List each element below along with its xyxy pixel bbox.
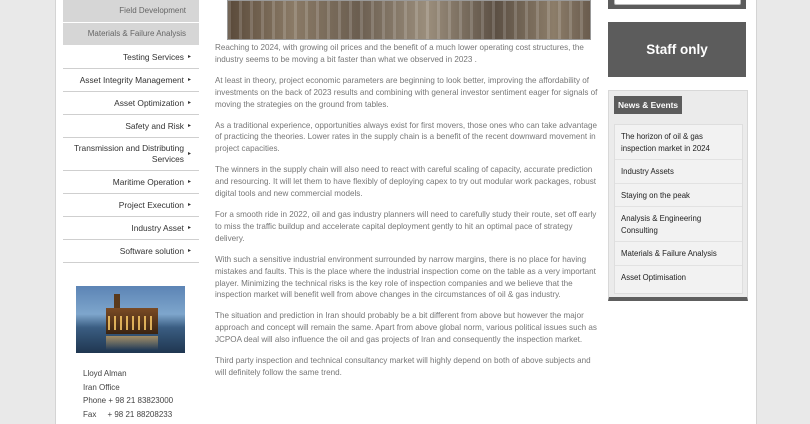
nav-label: Transmission and Distributing Services: [73, 143, 184, 164]
arrow-right-icon: ▸: [187, 76, 191, 83]
arrow-right-icon: ▸: [187, 201, 191, 208]
nav-safety-risk[interactable]: [63, 115, 199, 138]
nav-label: Software solution: [119, 245, 184, 256]
article-paragraph: Third party inspection and technical consultancy market will highly depend on both of above subjects and will definitely follow the same trend.: [215, 356, 591, 377]
contact-fax: Fax + 98 21 88208233: [83, 409, 173, 419]
arrow-right-icon: ▸: [187, 99, 191, 106]
nav-asset-optimization[interactable]: [63, 92, 199, 115]
nav-transmission-distributing[interactable]: [63, 138, 199, 171]
contact-block: [83, 367, 173, 421]
article-paragraph: Reaching to 2024, with growing oil prices and the benefit of a much lower operating cost structures, the industry seems to be moving a bit faster than what we observed in 2023 .: [215, 43, 584, 64]
contact-phone: Phone + 98 21 83823000: [83, 396, 174, 406]
nav-label: Asset Optimization: [114, 97, 184, 108]
article-paragraph: With such a sensitive industrial environment surrounded by narrow margins, there is no place for having mistakes and faults. This is the place where the industrial inspection come on the table as a very important player. Minimizing the technical risks is the key role of inspection companies and we believe that the inspection market will benefit well from above changes in the circumstances of oil & gas industry.: [215, 254, 596, 300]
nav-label: Testing Services: [123, 51, 184, 62]
arrow-right-icon: ▸: [187, 53, 191, 60]
nav-software-solution[interactable]: [63, 240, 199, 263]
sidebar-subitem-materials-failure[interactable]: Materials & Failure Analysis: [63, 23, 199, 45]
top-select-input[interactable]: [614, 0, 741, 5]
nav-asset-integrity[interactable]: [63, 69, 199, 92]
nav-label: Safety and Risk: [125, 120, 184, 131]
sidebar-subitem-field-development[interactable]: Field Development: [63, 0, 199, 22]
article-paragraph: The winners in the supply chain will also need to react with careful scaling of capacity, accurate prediction and resourcing. It will let them to have flexibly of deploying capex to try out modular work packages, robust digital tools and new commercial models.: [215, 165, 597, 199]
nav-label: Asset Integrity Management: [79, 74, 184, 85]
page-container: [55, 0, 757, 424]
article-body: [215, 42, 601, 388]
arrow-right-icon: ▸: [187, 150, 191, 157]
news-link[interactable]: Materials & Failure Analysis: [615, 242, 742, 266]
news-link[interactable]: Asset Optimisation: [621, 272, 686, 282]
rig-lights: [108, 316, 156, 330]
arrow-right-icon: ▸: [187, 247, 191, 254]
article-paragraph: As a traditional experience, opportunities always exist for first movers, those ones who can take advantage of practicing the theories. Lower rates in the supply chain is a benefit of the recent downward movement in project capacities.: [215, 120, 597, 154]
contact-name: Lloyd Alman: [83, 369, 127, 378]
news-events-panel: [608, 90, 748, 301]
news-list: [614, 124, 743, 294]
article-paragraph: At least in theory, project economic parameters are beginning to look better, improving the affordability of investments on the back of 2023 results and combining with general investor sentiment eager for signals of moving the strategies on the ground from tables.: [215, 75, 598, 109]
nav-project-execution[interactable]: [63, 194, 199, 217]
news-link[interactable]: Staying on the peak: [615, 184, 742, 208]
news-link[interactable]: The horizon of oil & gas inspection market in 2024: [615, 125, 742, 160]
contact-office: Iran Office: [83, 382, 120, 392]
news-link[interactable]: Industry Assets: [615, 160, 742, 184]
offshore-platform-photo: [76, 286, 185, 353]
news-events-heading: News & Events: [614, 96, 682, 114]
staff-only-button[interactable]: Staff only: [608, 22, 746, 77]
nav-testing-services[interactable]: [63, 46, 199, 69]
nav-maritime-operation[interactable]: [63, 171, 199, 194]
nav-industry-asset[interactable]: [63, 217, 199, 240]
left-sidebar: [63, 0, 199, 419]
arrow-right-icon: ▸: [187, 122, 191, 129]
news-link[interactable]: Analysis & Engineering Consulting: [615, 207, 742, 242]
arrow-right-icon: ▸: [187, 224, 191, 231]
nav-label: Maritime Operation: [112, 176, 184, 187]
water-reflection: [106, 336, 158, 350]
article-paragraph: The situation and prediction in Iran should probably be a bit different from above but however the major approach and concept will remain the same. Apart from above global norm, various political issues such as JCPOA deal will also influence the oil and gas projects of Iran and consequently the inspection market.: [215, 311, 597, 345]
nav-label: Industry Asset: [131, 222, 184, 233]
arrow-right-icon: ▸: [187, 178, 191, 185]
article-paragraph: For a smooth ride in 2022, oil and gas industry planners will need to carefully study their route, set off early to miss the traffic buildup and accelerate capital deployment gently to hit an optimal pace of strategy delivery.: [215, 209, 597, 243]
nav-label: Project Execution: [118, 199, 184, 210]
industrial-site-banner-image: [227, 0, 591, 40]
